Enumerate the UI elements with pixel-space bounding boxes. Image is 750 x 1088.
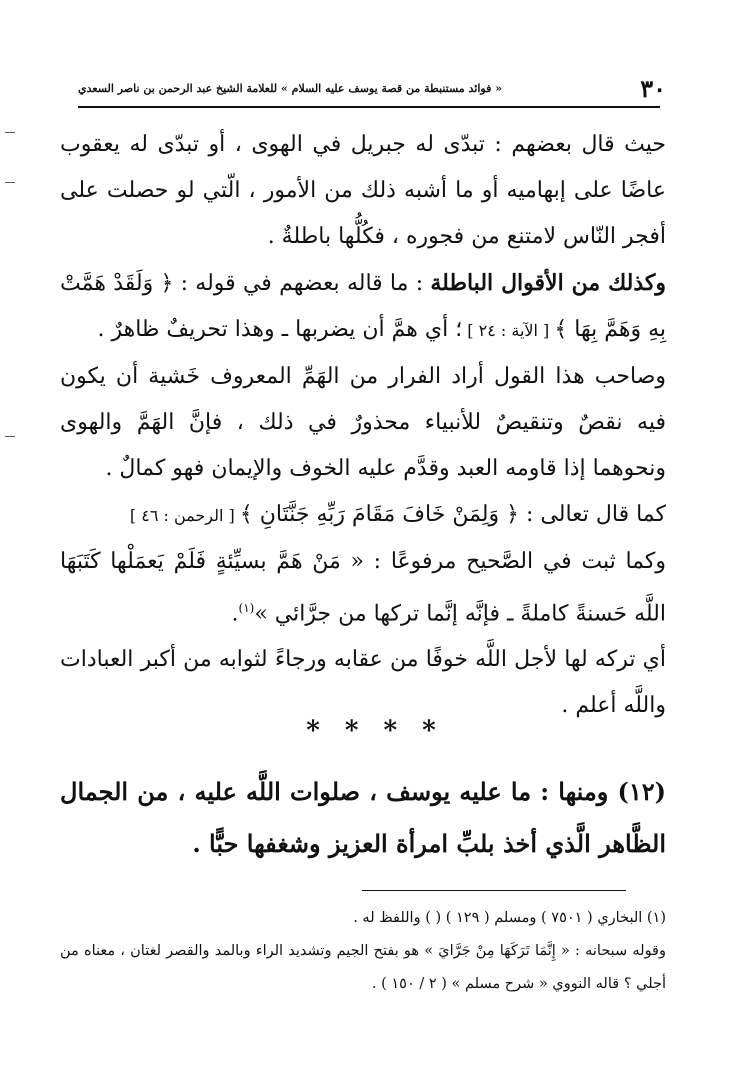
verse-reference: [ الآية : ٢٤ ] [462,321,555,340]
hadith-quote: « مَنْ هَمَّ بسيِّئةٍ فَلَمْ يَعمَلْها كَتَبَهَا اللَّه حَسنةً كاملةً ـ فإنَّه إنَّما تركها من جرَّائي » [60,549,666,627]
footnote: وقوله سبحانه : « إِنَّمَا تَرَكَهَا مِنْ جَرَّايَ » هو بفتح الجيم وتشديد الراء وبالمد والقصر لغتان ، معناه من أجلي ؟ قاله النووي « شرح مسلم » ( ٢ / ١٥٠ ) . [60,943,666,992]
quran-verse: ﴿ وَلَقَدْ هَمَّتْ بِهِ وَهَمَّ بِهَا ﴾ [60,271,666,342]
footnote-divider [362,890,626,891]
running-title: « فوائد مستنبطة من قصة يوسف عليه السلام » للعلامة الشيخ عبد الرحمن بن ناصر السعدي [78,82,503,95]
paragraph: وكذلك من الأقوال الباطلة : ما قاله بعضهم في قوله : ﴿ وَلَقَدْ هَمَّتْ بِهِ وَهَمَّ بِهَا ﴾ [ الآية : ٢٤ ] ؛ أي همَّ أن يضربها ـ وهذا تحريفٌ ظاهرٌ . [60,270,667,342]
paragraph: وصاحب هذا القول أراد الفرار من الهَمِّ المعروف خَشية أن يكون فيه نقصٌ وتنقيصٌ للأنبياء محذورٌ في ذلك ، فإنَّ الهَمَّ والهوى ونحوهما إذا قاومه العبد وقدَّم عليه الخوف والإيمان فهو كمالٌ . [60,364,666,481]
section-separator: * * * * [306,716,444,746]
lead-phrase: وكذلك من الأقوال الباطلة [430,270,667,296]
paragraph: أي تركه لها لأجل اللَّه خوفًا من عقابه ورجاءً لثوابه من أكبر العبادات واللَّه أعلم . [60,647,666,719]
verse-reference: [ الرحمن : ٤٦ ] [129,506,240,525]
margin-mark [5,436,15,437]
section-heading: (١٢) ومنها : ما عليه يوسف ، صلوات اللَّه عليه ، من الجمال الظَّاهر الَّذي أخذ بلبِّ امرأة العزيز وشغفها حبًّا . [60,777,666,858]
page-header [78,74,666,108]
footnote-marker: (١) [238,601,255,615]
paragraph: حيث قال بعضهم : تبدّى له جبريل في الهوى ، أو تبدّى له يعقوب عاضًا على إبهاميه أو ما أشبه ذلك من الأمور ، الّتي لو حصلت على أفجر النّاس لامتنع من فجوره ، فكُلُّها باطلةٌ . [60,132,666,249]
quran-verse: ﴿ وَلِمَنْ خَافَ مَقَامَ رَبِّهِ جَنَّتَانِ ﴾ [239,502,520,527]
margin-mark [5,182,15,183]
main-text [60,122,666,729]
margin-mark [5,132,15,133]
footnotes [60,902,666,1001]
paragraph: وكما ثبت في الصَّحيح مرفوعًا : « مَنْ هَمَّ بسيِّئةٍ فَلَمْ يَعمَلْها كَتَبَهَا اللَّه حَسنةً كاملةً ـ فإنَّه إنَّما تركها من جرَّائي »$^{(١)}$. [60,549,666,627]
page-number: ٣٠ [640,74,666,103]
footnote: (١) البخاري ( ٧٥٠١ ) ومسلم ( ١٢٩ ) ( ) واللفظ له . [353,910,666,926]
paragraph: كما قال تعالى : ﴿ وَلِمَنْ خَافَ مَقَامَ رَبِّهِ جَنَّتَانِ ﴾ [ الرحمن : ٤٦ ] [129,502,666,527]
